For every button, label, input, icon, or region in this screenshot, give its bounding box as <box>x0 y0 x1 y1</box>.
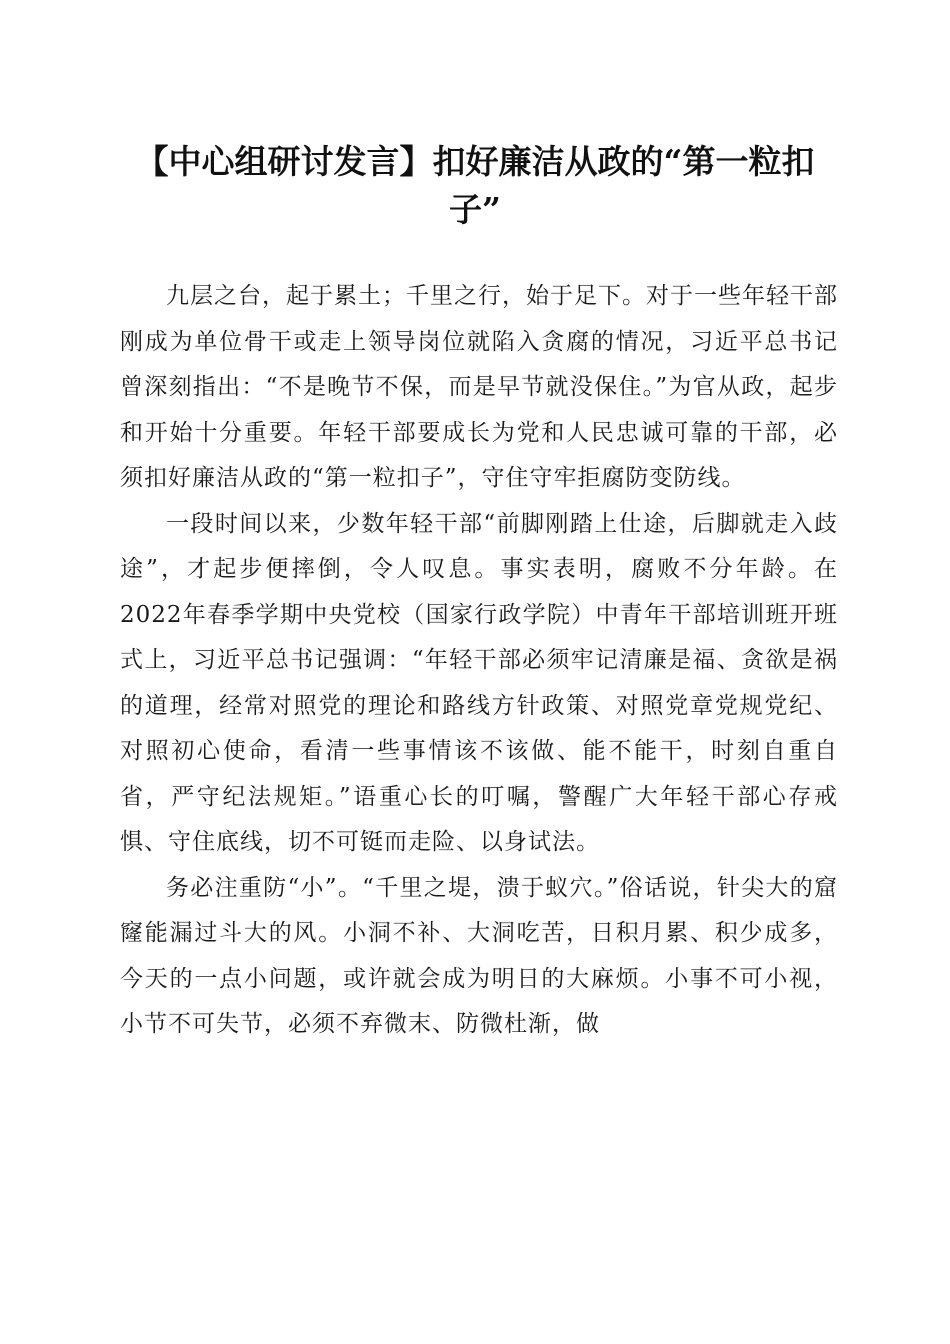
paragraph-2: 一段时间以来，少数年轻干部“前脚刚踏上仕途，后脚就走入歧途”，才起步便摔倒，令人叹息。事实表明，腐败不分年龄。在2022年春季学期中央党校（国家行政学院）中青年干部培训班开班式上，习近平总书记强调：“年轻干部必须牢记清廉是福、贪欲是祸的道理，经常对照党的理论和路线方针政策、对照党章党规党纪、对照初心使命，看清一些事情该不该做、能不能干，时刻自重自省，严守纪法规矩。”语重心长的叮嘱，警醒广大年轻干部心存戒惧、守住底线，切不可铤而走险、以身试法。 <box>120 510 838 855</box>
paragraph-1: 九层之台，起于累土；千里之行，始于足下。对于一些年轻干部刚成为单位骨干或走上领导岗位就陷入贪腐的情况，习近平总书记曾深刻指出：“不是晚节不保，而是早节就没保住。”为官从政，起步和开始十分重要。年轻干部要成长为党和人民忠诚可靠的干部，必须扣好廉洁从政的“第一粒扣子”，守住守牢拒腐防变防线。 <box>120 283 838 491</box>
document-body <box>120 274 838 1048</box>
document-title: 【中心组研讨发言】扣好廉洁从政的“第一粒扣子” <box>135 142 815 229</box>
paragraph-3: 务必注重防“小”。“千里之堤，溃于蚁穴。”俗话说，针尖大的窟窿能漏过斗大的风。小洞不补、大洞吃苦，日积月累、积少成多，今天的一点小问题，或许就会成为明日的大麻烦。小事不可小视，小节不可失节，必须不弃微末、防微杜渐，做 <box>120 874 838 1037</box>
